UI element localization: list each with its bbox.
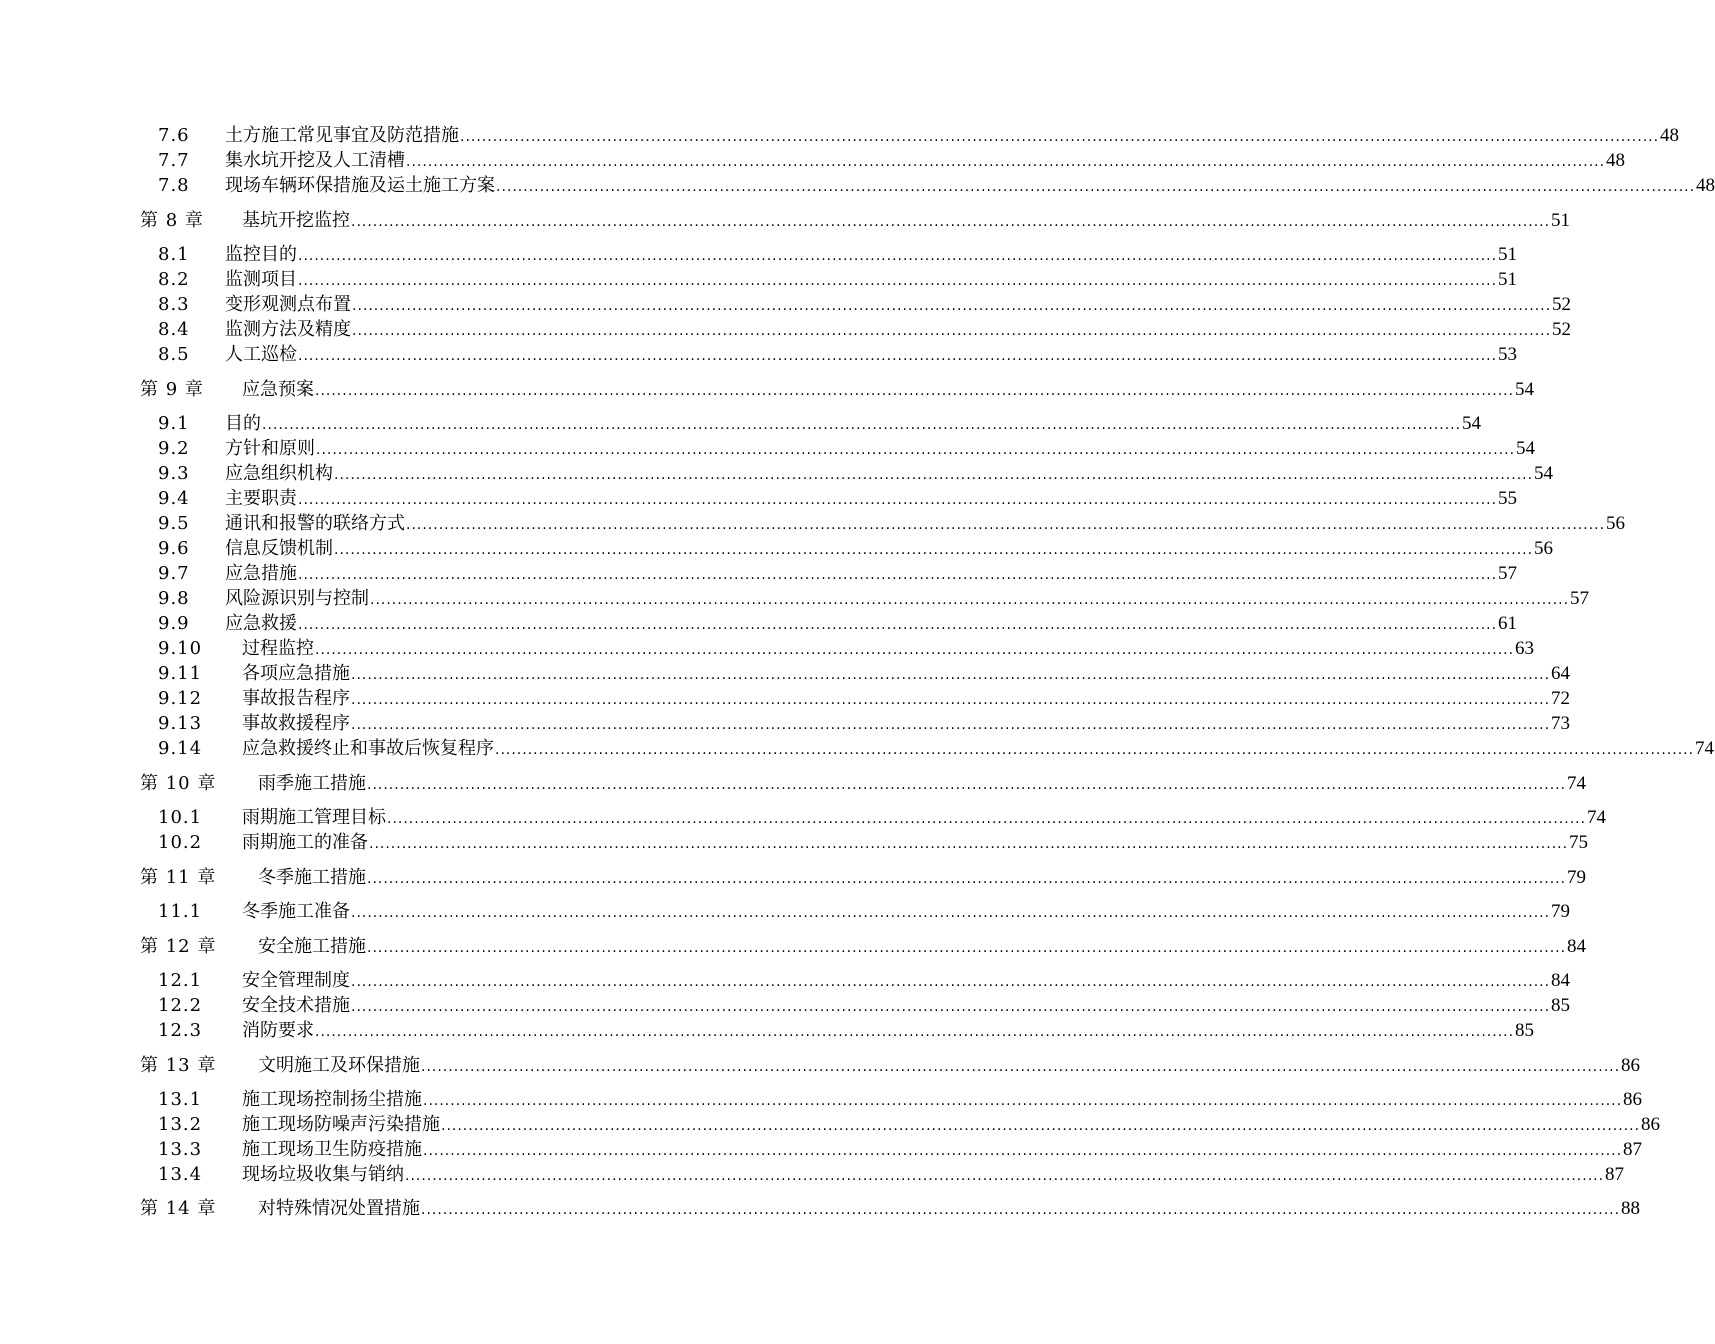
toc-entry-number: 8.3 bbox=[158, 294, 190, 315]
toc-entry-title: 应急组织机构 bbox=[225, 463, 333, 484]
toc-section-entry bbox=[158, 537, 1554, 561]
toc-section-entry bbox=[158, 1163, 1625, 1187]
toc-section-entry bbox=[158, 243, 1518, 267]
toc-dot-leader: ............................................................................................................................................................................................................................ bbox=[405, 1168, 1605, 1184]
toc-entry-title: 现场垃圾收集与销纳 bbox=[242, 1164, 404, 1185]
toc-dot-leader: ............................................................................................................................................................................................................................ bbox=[367, 777, 1567, 793]
toc-entry-number: 9.4 bbox=[158, 488, 190, 509]
toc-dot-leader: ............................................................................................................................................................................................................................ bbox=[495, 742, 1695, 758]
toc-page-number: 63 bbox=[1515, 638, 1535, 659]
toc-entry-title: 对特殊情况处置措施 bbox=[258, 1198, 420, 1219]
toc-entry-title: 事故救援程序 bbox=[242, 713, 350, 734]
toc-page-number: 85 bbox=[1515, 1020, 1535, 1041]
toc-entry-title: 施工现场控制扬尘措施 bbox=[242, 1089, 422, 1110]
toc-chapter-entry bbox=[140, 935, 1587, 959]
toc-entry-title: 方针和原则 bbox=[225, 438, 315, 459]
toc-page-number: 56 bbox=[1534, 538, 1554, 559]
toc-entry-number: 13.1 bbox=[158, 1089, 203, 1110]
toc-dot-leader: ............................................................................................................................................................................................................................ bbox=[352, 323, 1552, 339]
toc-dot-leader: ............................................................................................................................................................................................................................ bbox=[387, 811, 1587, 827]
toc-section-entry bbox=[158, 124, 1680, 148]
toc-entry-number: 9.6 bbox=[158, 538, 190, 559]
toc-page-number: 85 bbox=[1551, 995, 1571, 1016]
toc-section-entry bbox=[158, 318, 1572, 342]
toc-entry-number: 8.4 bbox=[158, 319, 190, 340]
toc-entry-title: 安全施工措施 bbox=[258, 936, 366, 957]
toc-entry-title: 通讯和报警的联络方式 bbox=[225, 513, 405, 534]
toc-entry-title: 现场车辆环保措施及运土施工方案 bbox=[225, 175, 495, 196]
toc-entry-number: 9.5 bbox=[158, 513, 190, 534]
toc-dot-leader: ............................................................................................................................................................................................................................ bbox=[352, 298, 1552, 314]
toc-entry-number: 12.1 bbox=[158, 970, 203, 991]
toc-entry-number: 9.3 bbox=[158, 463, 190, 484]
toc-dot-leader: ............................................................................................................................................................................................................................ bbox=[367, 871, 1567, 887]
toc-entry-title: 安全管理制度 bbox=[242, 970, 350, 991]
toc-entry-number: 9.8 bbox=[158, 588, 190, 609]
toc-chapter-entry bbox=[140, 866, 1587, 890]
toc-section-entry bbox=[158, 612, 1518, 636]
toc-dot-leader: ............................................................................................................................................................................................................................ bbox=[316, 442, 1516, 458]
toc-dot-leader: ............................................................................................................................................................................................................................ bbox=[298, 273, 1498, 289]
toc-entry-number: 13.3 bbox=[158, 1139, 203, 1160]
toc-section-entry bbox=[158, 637, 1535, 661]
toc-page-number: 73 bbox=[1551, 713, 1571, 734]
toc-entry-title: 风险源识别与控制 bbox=[225, 588, 369, 609]
toc-dot-leader: ............................................................................................................................................................................................................................ bbox=[351, 974, 1551, 990]
toc-entry-number: 9.14 bbox=[158, 738, 203, 759]
toc-section-entry bbox=[158, 149, 1626, 173]
toc-dot-leader: ............................................................................................................................................................................................................................ bbox=[351, 999, 1551, 1015]
toc-section-entry bbox=[158, 587, 1590, 611]
toc-page-number: 74 bbox=[1695, 738, 1715, 759]
toc-entry-number: 8.5 bbox=[158, 344, 190, 365]
toc-section-entry bbox=[158, 268, 1518, 292]
toc-dot-leader: ............................................................................................................................................................................................................................ bbox=[421, 1059, 1621, 1075]
toc-dot-leader: ............................................................................................................................................................................................................................ bbox=[298, 348, 1498, 364]
toc-chapter-entry bbox=[140, 209, 1571, 233]
toc-dot-leader: ............................................................................................................................................................................................................................ bbox=[315, 1024, 1515, 1040]
toc-section-entry bbox=[158, 737, 1715, 761]
toc-entry-title: 集水坑开挖及人工清槽 bbox=[225, 150, 405, 171]
toc-entry-title: 雨期施工的准备 bbox=[242, 832, 368, 853]
toc-section-entry bbox=[158, 1113, 1661, 1137]
toc-chapter-entry bbox=[140, 1197, 1641, 1221]
toc-section-entry bbox=[158, 562, 1518, 586]
toc-page-number: 57 bbox=[1498, 563, 1518, 584]
toc-page-number: 88 bbox=[1621, 1198, 1641, 1219]
toc-chapter-entry bbox=[140, 772, 1587, 796]
toc-dot-leader: ............................................................................................................................................................................................................................ bbox=[334, 467, 1534, 483]
toc-entry-number: 7.7 bbox=[158, 150, 190, 171]
toc-page-number: 87 bbox=[1605, 1164, 1625, 1185]
toc-chapter-entry bbox=[140, 378, 1535, 402]
toc-section-entry bbox=[158, 1138, 1643, 1162]
toc-section-entry bbox=[158, 969, 1571, 993]
toc-page-number: 54 bbox=[1516, 438, 1536, 459]
toc-entry-title: 冬季施工措施 bbox=[258, 867, 366, 888]
toc-entry-number: 10.1 bbox=[158, 807, 203, 828]
toc-entry-number: 8.2 bbox=[158, 269, 190, 290]
toc-dot-leader: ............................................................................................................................................................................................................................ bbox=[496, 179, 1696, 195]
toc-section-entry bbox=[158, 343, 1518, 367]
toc-entry-number: 第 9 章 bbox=[140, 379, 204, 400]
toc-entry-title: 事故报告程序 bbox=[242, 688, 350, 709]
toc-entry-number: 第 14 章 bbox=[140, 1198, 217, 1219]
toc-page-number: 48 bbox=[1696, 175, 1715, 196]
toc-entry-title: 主要职责 bbox=[225, 488, 297, 509]
toc-entry-title: 监测项目 bbox=[225, 269, 297, 290]
toc-page-number: 54 bbox=[1534, 463, 1554, 484]
toc-section-entry bbox=[158, 1019, 1535, 1043]
toc-dot-leader: ............................................................................................................................................................................................................................ bbox=[421, 1202, 1621, 1218]
toc-entry-title: 过程监控 bbox=[242, 638, 314, 659]
toc-entry-title: 目的 bbox=[225, 413, 261, 434]
toc-page-number: 74 bbox=[1587, 807, 1607, 828]
toc-page-number: 86 bbox=[1621, 1055, 1641, 1076]
toc-entry-number: 9.1 bbox=[158, 413, 190, 434]
toc-page-number: 57 bbox=[1570, 588, 1590, 609]
toc-entry-number: 第 12 章 bbox=[140, 936, 217, 957]
toc-section-entry bbox=[158, 994, 1571, 1018]
toc-entry-title: 应急预案 bbox=[242, 379, 314, 400]
toc-section-entry bbox=[158, 712, 1571, 736]
toc-entry-number: 11.1 bbox=[158, 901, 203, 922]
toc-section-entry bbox=[158, 512, 1626, 536]
toc-page-number: 84 bbox=[1551, 970, 1571, 991]
toc-dot-leader: ............................................................................................................................................................................................................................ bbox=[351, 692, 1551, 708]
toc-entry-number: 9.13 bbox=[158, 713, 203, 734]
toc-entry-number: 第 13 章 bbox=[140, 1055, 217, 1076]
toc-entry-number: 第 10 章 bbox=[140, 773, 217, 794]
toc-page-number: 84 bbox=[1567, 936, 1587, 957]
toc-dot-leader: ............................................................................................................................................................................................................................ bbox=[370, 592, 1570, 608]
toc-section-entry bbox=[158, 806, 1607, 830]
toc-page-number: 74 bbox=[1567, 773, 1587, 794]
toc-entry-title: 施工现场卫生防疫措施 bbox=[242, 1139, 422, 1160]
toc-entry-number: 第 11 章 bbox=[140, 867, 217, 888]
toc-entry-title: 文明施工及环保措施 bbox=[258, 1055, 420, 1076]
toc-page-number: 79 bbox=[1551, 901, 1571, 922]
toc-entry-title: 监测方法及精度 bbox=[225, 319, 351, 340]
toc-entry-title: 应急救援 bbox=[225, 613, 297, 634]
toc-entry-number: 第 8 章 bbox=[140, 210, 204, 231]
toc-section-entry bbox=[158, 900, 1571, 924]
toc-page-number: 61 bbox=[1498, 613, 1518, 634]
toc-page-number: 53 bbox=[1498, 344, 1518, 365]
toc-entry-title: 安全技术措施 bbox=[242, 995, 350, 1016]
toc-entry-number: 12.2 bbox=[158, 995, 203, 1016]
toc-entry-title: 施工现场防噪声污染措施 bbox=[242, 1114, 440, 1135]
toc-page-number: 54 bbox=[1462, 413, 1482, 434]
toc-page-number: 52 bbox=[1552, 319, 1572, 340]
toc-section-entry bbox=[158, 487, 1518, 511]
toc-entry-number: 8.1 bbox=[158, 244, 190, 265]
toc-dot-leader: ............................................................................................................................................................................................................................ bbox=[460, 129, 1660, 145]
toc-entry-title: 雨期施工管理目标 bbox=[242, 807, 386, 828]
toc-page-number: 86 bbox=[1641, 1114, 1661, 1135]
toc-entry-title: 消防要求 bbox=[242, 1020, 314, 1041]
toc-dot-leader: ............................................................................................................................................................................................................................ bbox=[315, 642, 1515, 658]
toc-entry-number: 13.4 bbox=[158, 1164, 203, 1185]
toc-entry-number: 9.2 bbox=[158, 438, 190, 459]
toc-page-number: 64 bbox=[1551, 663, 1571, 684]
toc-page-number: 51 bbox=[1551, 210, 1571, 231]
toc-dot-leader: ............................................................................................................................................................................................................................ bbox=[369, 836, 1569, 852]
toc-entry-title: 监控目的 bbox=[225, 244, 297, 265]
toc-dot-leader: ............................................................................................................................................................................................................................ bbox=[298, 617, 1498, 633]
toc-dot-leader: ............................................................................................................................................................................................................................ bbox=[298, 567, 1498, 583]
toc-dot-leader: ............................................................................................................................................................................................................................ bbox=[406, 517, 1606, 533]
toc-dot-leader: ............................................................................................................................................................................................................................ bbox=[262, 417, 1462, 433]
toc-entry-title: 雨季施工措施 bbox=[258, 773, 366, 794]
toc-section-entry bbox=[158, 462, 1554, 486]
toc-entry-title: 基坑开挖监控 bbox=[242, 210, 350, 231]
toc-dot-leader: ............................................................................................................................................................................................................................ bbox=[315, 383, 1515, 399]
toc-entry-title: 应急措施 bbox=[225, 563, 297, 584]
toc-dot-leader: ............................................................................................................................................................................................................................ bbox=[351, 717, 1551, 733]
toc-page-number: 87 bbox=[1623, 1139, 1643, 1160]
toc-section-entry bbox=[158, 412, 1482, 436]
toc-entry-title: 冬季施工准备 bbox=[242, 901, 350, 922]
toc-dot-leader: ............................................................................................................................................................................................................................ bbox=[351, 214, 1551, 230]
toc-section-entry bbox=[158, 687, 1571, 711]
toc-section-entry bbox=[158, 293, 1572, 317]
toc-dot-leader: ............................................................................................................................................................................................................................ bbox=[298, 248, 1498, 264]
toc-entry-number: 9.10 bbox=[158, 638, 203, 659]
toc-entry-title: 各项应急措施 bbox=[242, 663, 350, 684]
toc-page-number: 55 bbox=[1498, 488, 1518, 509]
toc-page-number: 56 bbox=[1606, 513, 1626, 534]
toc-entry-number: 7.8 bbox=[158, 175, 190, 196]
toc-entry-number: 10.2 bbox=[158, 832, 203, 853]
toc-entry-title: 土方施工常见事宜及防范措施 bbox=[225, 125, 459, 146]
toc-page-number: 51 bbox=[1498, 244, 1518, 265]
toc-page-number: 54 bbox=[1515, 379, 1535, 400]
toc-page-number: 75 bbox=[1569, 832, 1589, 853]
toc-dot-leader: ............................................................................................................................................................................................................................ bbox=[406, 154, 1606, 170]
toc-page-number: 79 bbox=[1567, 867, 1587, 888]
toc-dot-leader: ............................................................................................................................................................................................................................ bbox=[423, 1093, 1623, 1109]
toc-section-entry bbox=[158, 437, 1536, 461]
toc-dot-leader: ............................................................................................................................................................................................................................ bbox=[423, 1143, 1623, 1159]
toc-dot-leader: ............................................................................................................................................................................................................................ bbox=[441, 1118, 1641, 1134]
toc-entry-title: 信息反馈机制 bbox=[225, 538, 333, 559]
toc-section-entry bbox=[158, 1088, 1643, 1112]
toc-dot-leader: ............................................................................................................................................................................................................................ bbox=[298, 492, 1498, 508]
toc-entry-number: 9.12 bbox=[158, 688, 203, 709]
toc-entry-title: 应急救援终止和事故后恢复程序 bbox=[242, 738, 494, 759]
toc-dot-leader: ............................................................................................................................................................................................................................ bbox=[351, 667, 1551, 683]
toc-entry-number: 9.11 bbox=[158, 663, 203, 684]
toc-page-number: 52 bbox=[1552, 294, 1572, 315]
toc-entry-number: 9.7 bbox=[158, 563, 190, 584]
toc-page-number: 51 bbox=[1498, 269, 1518, 290]
toc-entry-number: 12.3 bbox=[158, 1020, 203, 1041]
toc-entry-number: 7.6 bbox=[158, 125, 190, 146]
toc-dot-leader: ............................................................................................................................................................................................................................ bbox=[367, 940, 1567, 956]
toc-entry-number: 13.2 bbox=[158, 1114, 203, 1135]
toc-entry-number: 9.9 bbox=[158, 613, 190, 634]
toc-entry-title: 变形观测点布置 bbox=[225, 294, 351, 315]
toc-section-entry bbox=[158, 174, 1715, 198]
toc-page-number: 48 bbox=[1606, 150, 1626, 171]
toc-section-entry bbox=[158, 662, 1571, 686]
toc-entry-title: 人工巡检 bbox=[225, 344, 297, 365]
toc-chapter-entry bbox=[140, 1054, 1641, 1078]
toc-page-number: 86 bbox=[1623, 1089, 1643, 1110]
toc-page-number: 72 bbox=[1551, 688, 1571, 709]
toc-section-entry bbox=[158, 831, 1589, 855]
toc-page-number: 48 bbox=[1660, 125, 1680, 146]
toc-dot-leader: ............................................................................................................................................................................................................................ bbox=[351, 905, 1551, 921]
toc-dot-leader: ............................................................................................................................................................................................................................ bbox=[334, 542, 1534, 558]
